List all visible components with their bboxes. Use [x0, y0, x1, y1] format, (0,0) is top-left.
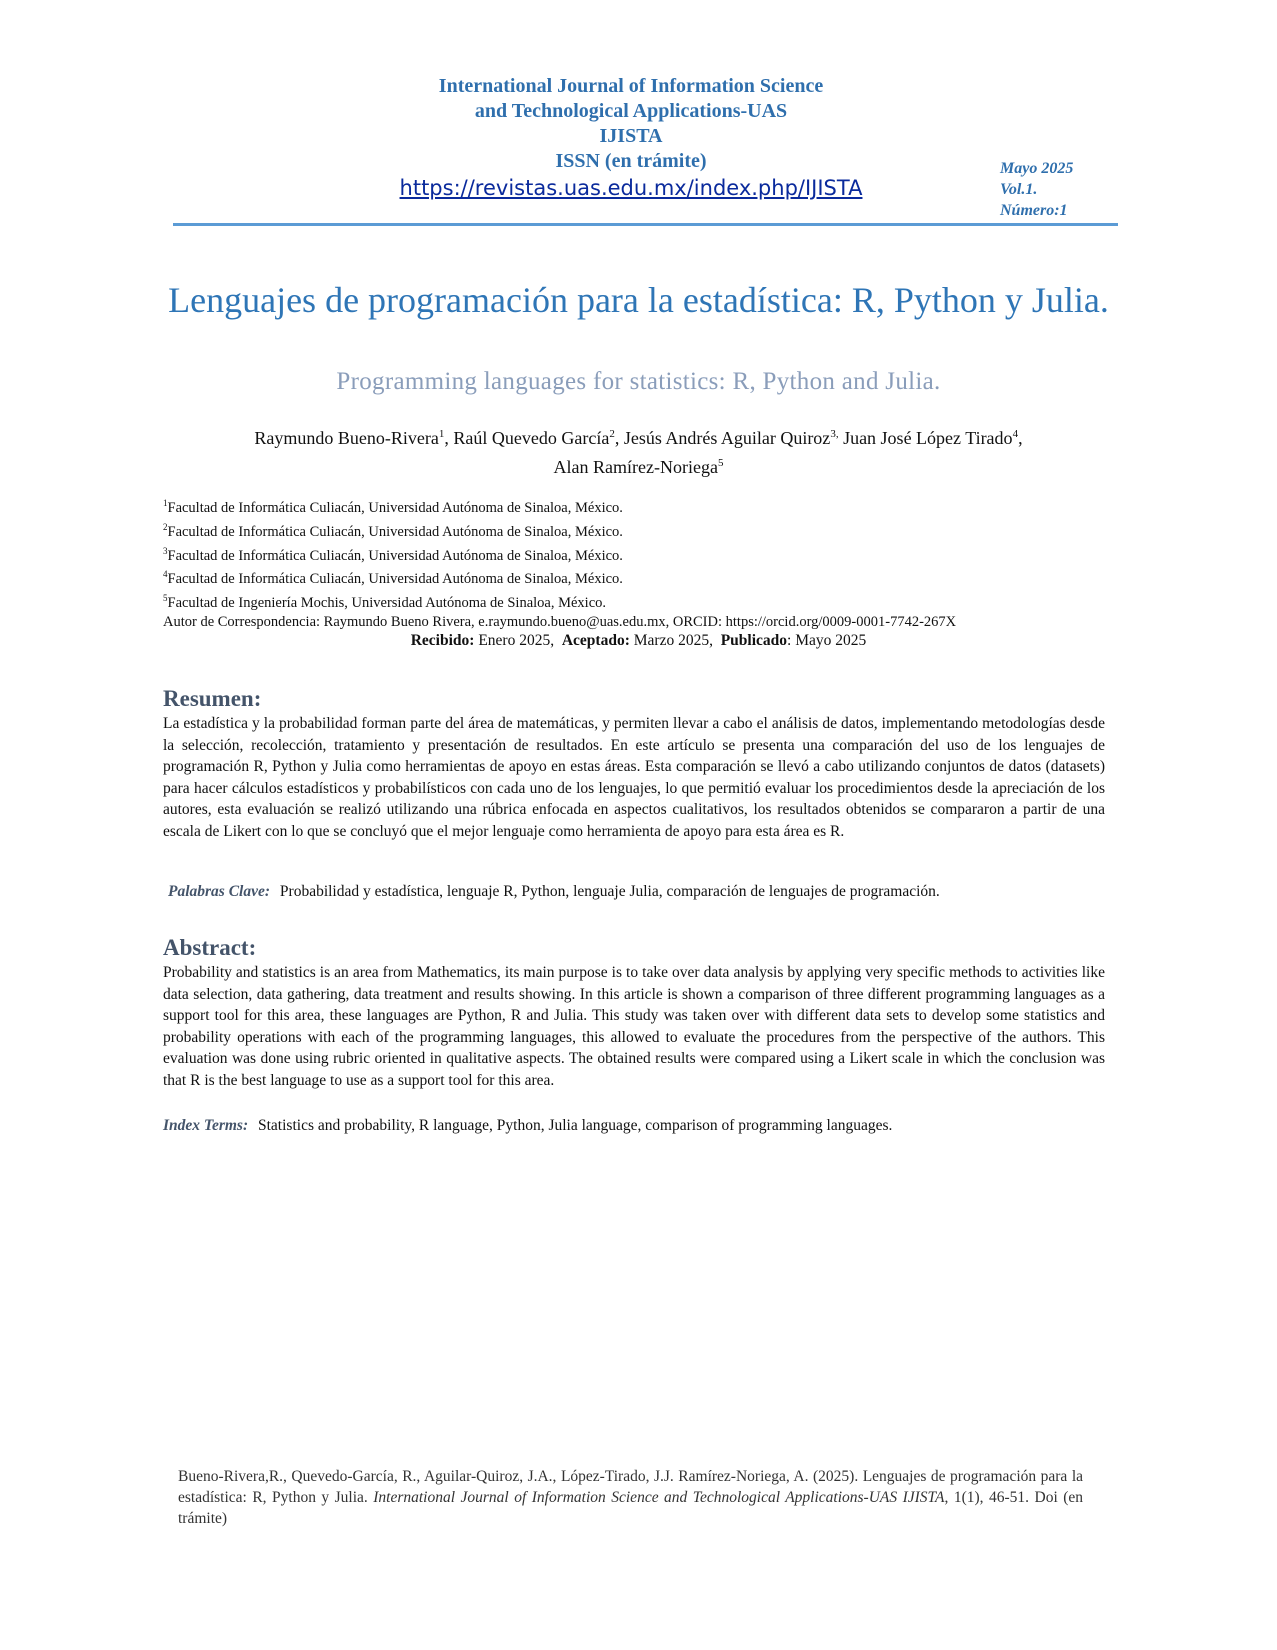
author-sup: 3, — [830, 428, 839, 440]
corresponding-author: Autor de Correspondencia: Raymundo Bueno Rivera, e.raymundo.bueno@uas.edu.mx, ORCID: https://orcid.org/0009-0001-7742-267X — [163, 614, 957, 631]
journal-name-line-2: and Technological Applications-UAS — [474, 100, 788, 122]
journal-issn: ISSN (en trámite) — [555, 150, 707, 172]
resumen-heading: Resumen: — [163, 686, 262, 711]
journal-header — [340, 74, 922, 201]
paper-subtitle: Programming languages for statistics: R, Python and Julia. — [336, 368, 941, 395]
author-sup: 5 — [717, 457, 724, 469]
affiliation-item: $^4$Facultad de Informática Culiacán, Universidad Autónoma de Sinaloa, México. — [163, 569, 623, 588]
author-sup: 1 — [438, 428, 445, 440]
citation-journal: International Journal of Information Science and Technological Applications-UAS IJISTA — [373, 1489, 945, 1506]
citation-footer: Bueno-Rivera,R., Quevedo-García, R., Aguilar-Quiroz, J.A., López-Tirado, J.J. Ramírez-Noriega, A. (2025). Lenguajes de programación para la estadística: R, Python y Julia. International Journal of Information Science and Technological Applications-UAS IJISTA, 1(1), 46-51. Doi (en trámite) — [178, 1468, 1084, 1527]
journal-url-link[interactable]: https://revistas.uas.edu.mx/index.php/IJISTA — [399, 176, 863, 200]
author-list: Raymundo Bueno-Rivera$^1$, Raúl Quevedo García$^2$, Jesús Andrés Aguilar Quiroz$^{3,}$ Juan José López Tirado$^4$, Alan Ramírez-Noriega$^5$ — [254, 428, 1023, 477]
abstract-heading: Abstract: — [163, 935, 257, 960]
journal-acronym: IJISTA — [599, 125, 663, 147]
author-sup: 2 — [609, 428, 615, 440]
author-name: Raúl Quevedo García — [453, 428, 610, 448]
resumen-keywords — [168, 883, 940, 901]
issue-info — [1000, 158, 1073, 221]
affiliation-list — [163, 494, 956, 632]
affiliation-item: $^1$Facultad de Informática Culiacán, Universidad Autónoma de Sinaloa, México. — [163, 498, 623, 516]
issue-number: Número:1 — [1000, 202, 1068, 219]
paper-title: Lenguajes de programación para la estadística: R, Python y Julia. — [168, 280, 1109, 320]
affiliation-item: $^5$Facultad de Ingeniería Mochis, Universidad Autónoma de Sinaloa, México. — [163, 593, 607, 612]
author-sup: 4 — [1012, 428, 1019, 440]
affiliation-item: $^2$Facultad de Informática Culiacán, Universidad Autónoma de Sinaloa, México. — [163, 521, 623, 540]
publication-dates: Recibido: Enero 2025, Aceptado: Marzo 2025, Publicado: Mayo 2025 — [410, 632, 867, 649]
abstract-keywords — [163, 1117, 892, 1135]
header-divider — [173, 223, 1118, 226]
keywords-label: Palabras Clave: — [168, 883, 271, 900]
author-name: Alan Ramírez-Noriega — [553, 457, 718, 477]
journal-name-line-1: International Journal of Information Science — [438, 75, 824, 97]
issue-date: Mayo 2025 — [1000, 160, 1074, 177]
affiliation-item: $^3$Facultad de Informática Culiacán, Universidad Autónoma de Sinaloa, México. — [163, 545, 623, 564]
author-name: Jesús Andrés Aguilar Quiroz — [623, 428, 831, 448]
author-name: Raymundo Bueno-Rivera — [254, 428, 439, 448]
resumen-text: La estadística y la probabilidad forman parte del área de matemáticas, y permiten llevar a cabo el análisis de datos, implementando metodologías desde la selección, recolección, tratamiento y presentación de resultados. En este artículo se presenta una comparación del uso de los lenguajes de programación R, Python y Julia como herramientas de apoyo en estas áreas. Esta comparación se llevó a cabo utilizando conjuntos de datos (datasets) para hacer cálculos estadísticos y probabilísticos con cada uno de los lenguajes, lo que permitió evaluar los procedimientos desde la apreciación de los autores, esta evaluación se realizó utilizando una rúbrica enfocada en aspectos cualitativos, los resultados obtenidos se compararon a partir de una escala de Likert con lo que se concluyó que el mejor lenguaje como herramienta de apoyo para esta área es R. — [163, 715, 1105, 840]
abstract-text: Probability and statistics is an area from Mathematics, its main purpose is to take over data analysis by applying very specific methods to activities like data selection, data gathering, data treatment and results showing. In this article is shown a comparison of three different programming languages as a support tool for this area, these languages are Python, R and Julia. This study was taken over with different data sets to develop some statistics and probability operations with each of the programming languages, this allowed to evaluate the procedures from the perspective of the authors. This evaluation was done using rubric oriented in qualitative aspects. The obtained results were compared using a Likert scale in which the conclusion was that R is the best language to use as a support tool for this area. — [163, 964, 1105, 1089]
index-terms-label: Index Terms: — [163, 1117, 249, 1134]
issue-volume: Vol.1. — [1000, 181, 1038, 198]
index-terms-text: Statistics and probability, R language, Python, Julia language, comparison of programming languages. — [258, 1117, 893, 1134]
author-name: Juan José López Tirado — [843, 428, 1013, 448]
keywords-text: Probabilidad y estadística, lenguaje R, Python, lenguaje Julia, comparación de lenguajes de programación. — [279, 883, 940, 900]
